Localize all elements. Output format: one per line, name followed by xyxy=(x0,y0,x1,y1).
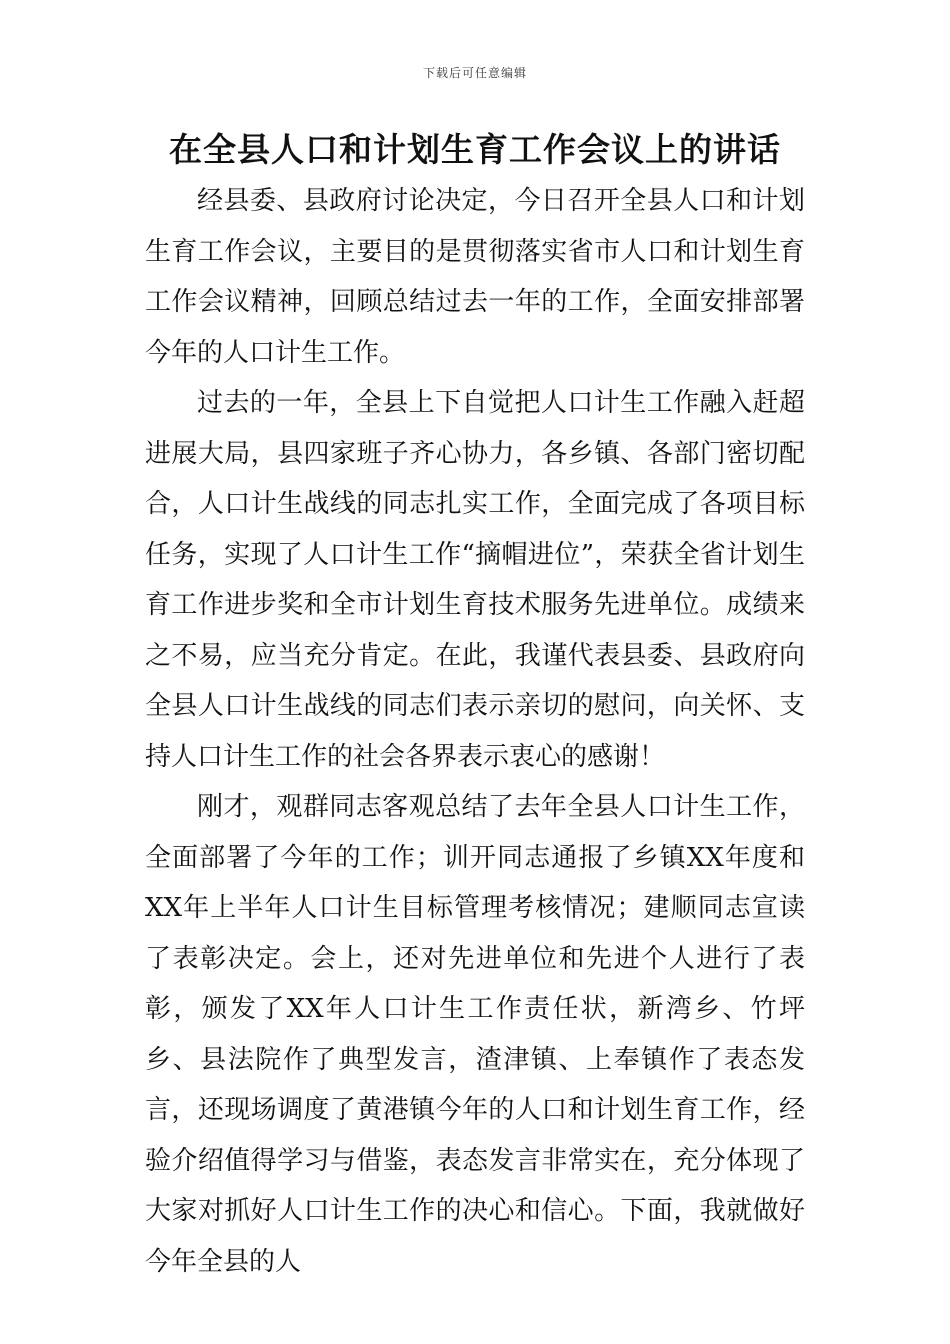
paragraph-achievements: 过去的一年，全县上下自觉把人口计生工作融入赶超进展大局，县四家班子齐心协力，各乡镇、各部门密切配合，人口计生战线的同志扎实工作，全面完成了各项目标任务，实现了人口计生工作“摘帽进位”，荣获全省计划生育工作进步奖和全市计划生育技术服务先进单位。成绩来之不易，应当充分肯定。在此，我谨代表县委、县政府向全县人口计生战线的同志们表示亲切的慰问，向关怀、支持人口计生工作的社会各界表示衷心的感谢！ xyxy=(145,388,805,772)
header-note: 下载后可任意编辑 xyxy=(422,66,527,80)
paragraph-intro: 经县委、县政府讨论决定，今日召开全县人口和计划生育工作会议，主要目的是贯彻落实省市人口和计划生育工作会议精神，回顾总结过去一年的工作，全面安排部署今年的人口计生工作。 xyxy=(145,186,805,368)
paragraph-meeting-summary: 刚才，观群同志客观总结了去年全县人口计生工作，全面部署了今年的工作；训开同志通报了乡镇XX年度和XX年上半年人口计生目标管理考核情况；建顺同志宣读了表彰决定。会上，还对先进单位和先进个人进行了表彰，颁发了XX年人口计生工作责任状，新湾乡、竹坪乡、县法院作了典型发言，渣津镇、上奉镇作了表态发言，还现场调度了黄港镇今年的人口和计划生育工作，经验介绍值得学习与借鉴，表态发言非常实在，充分体现了大家对抓好人口计生工作的决心和信心。下面，我就做好今年全县的人 xyxy=(145,792,805,1277)
document-title: 在全县人口和计划生育工作会议上的讲话 xyxy=(169,130,781,169)
document-body xyxy=(145,176,805,1287)
